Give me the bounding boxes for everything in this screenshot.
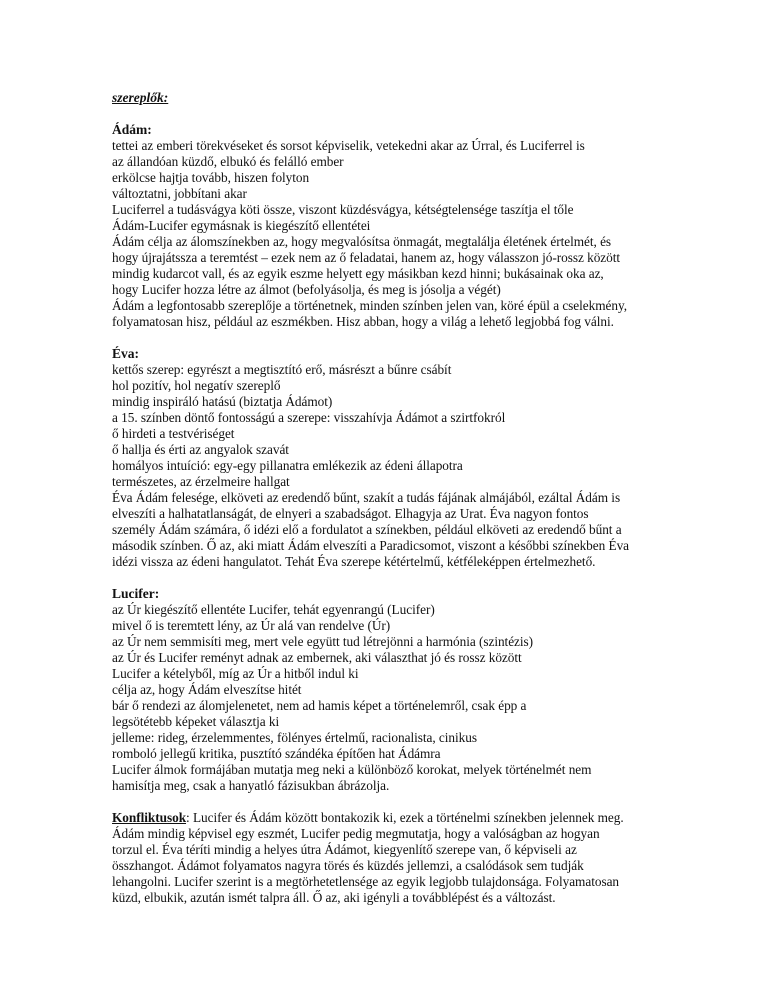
section-eva bbox=[112, 346, 660, 570]
text-line: természetes, az érzelmeire hallgat bbox=[112, 474, 290, 489]
text-line: idézi vissza az édeni hangulatot. Tehát Éva szerepe kétértelmű, kétféleképpen értelmezhető. bbox=[112, 554, 596, 569]
text-line: változtatni, jobbítani akar bbox=[112, 186, 247, 201]
text-line: Ádám-Lucifer egymásnak is kiegészítő ellentétei bbox=[112, 218, 371, 233]
text-line: hogy újrajátssza a teremtést – ezek nem az ő feladatai, hanem az, hogy válasszon jó-rossz között bbox=[112, 250, 621, 265]
text-line: jelleme: rideg, érzelemmentes, fölényes értelmű, racionalista, cinikus bbox=[112, 730, 477, 745]
text-line: Éva Ádám felesége, elköveti az eredendő bűnt, szakít a tudás fájának almájából, ezáltal Ádám is bbox=[112, 490, 621, 505]
section-heading-adam: Ádám: bbox=[112, 122, 152, 137]
text-line: legsötétebb képeket választja ki bbox=[112, 714, 280, 729]
section-heading-eva: Éva: bbox=[112, 346, 139, 361]
section-heading-lucifer: Lucifer: bbox=[112, 586, 160, 601]
text-line: második színben. Ő az, aki miatt Ádám elveszíti a Paradicsomot, viszont a későbbi színekben Éva bbox=[112, 538, 630, 553]
spacer bbox=[112, 330, 660, 346]
text-line: bár ő rendezi az álomjelenetet, nem ad hamis képet a történelemről, csak épp a bbox=[112, 698, 527, 713]
text-line: Ádám mindig képvisel egy eszmét, Lucifer pedig megmutatja, hogy a valóságban az hogyan bbox=[112, 826, 600, 841]
text-line: romboló jellegű kritika, pusztító szándéka építően hat Ádámra bbox=[112, 746, 441, 761]
text-line: Ádám a legfontosabb szereplője a történetnek, minden színben jelen van, köré épül a cselekmény, bbox=[112, 298, 627, 313]
section-konfliktusok bbox=[112, 810, 660, 906]
text-line: hol pozitív, hol negatív szereplő bbox=[112, 378, 281, 393]
text-line: célja az, hogy Ádám elveszítse hitét bbox=[112, 682, 302, 697]
text-line: összhangot. Ádámot folyamatos nagyra törés és küzdés jellemzi, a csalódások sem tudják bbox=[112, 858, 584, 873]
text-line: elveszíti a halhatatlanságát, de elnyeri a szabadságot. Elhagyja az Urat. Éva nagyon fontos bbox=[112, 506, 589, 521]
text-line: hamisítja meg, csak a hanyatló fázisukban ábrázolja. bbox=[112, 778, 390, 793]
text-line: az állandóan küzdő, elbukó és felálló ember bbox=[112, 154, 344, 169]
text-line: Lucifer a kételyből, míg az Úr a hitből indul ki bbox=[112, 666, 359, 681]
text-line: kettős szerep: egyrészt a megtisztító erő, másrészt a bűnre csábít bbox=[112, 362, 452, 377]
text-line: az Úr és Lucifer reményt adnak az embernek, aki választhat jó és rossz között bbox=[112, 650, 522, 665]
text-line: homályos intuíció: egy-egy pillanatra emlékezik az édeni állapotra bbox=[112, 458, 463, 473]
konfliktusok-first-line-text: : Lucifer és Ádám között bontakozik ki, ezek a történelmi színekben jelennek meg. bbox=[186, 810, 624, 825]
spacer bbox=[112, 106, 660, 122]
text-line: személy Ádám számára, ő idézi elő a fordulatot a színekben, például elköveti az eredendő bűnt a bbox=[112, 522, 622, 537]
text-line: tettei az emberi törekvéseket és sorsot képviselik, vetekedni akar az Úrral, és Luciferrel is bbox=[112, 138, 585, 153]
text-line: mindig kudarcot vall, és az egyik eszme helyett egy másikban kezd hinni; bukásainak oka az, bbox=[112, 266, 604, 281]
section-adam bbox=[112, 122, 660, 330]
spacer bbox=[112, 570, 660, 586]
text-line: az Úr nem semmisíti meg, mert vele együtt tud létrejönni a harmónia (szintézis) bbox=[112, 634, 534, 649]
text-line: lehangolni. Lucifer szerint is a megtörhetetlensége az egyik legjobb tulajdonsága. Folyamatosan bbox=[112, 874, 620, 889]
text-line: Luciferrel a tudásvágya köti össze, viszont küzdésvágya, kétségtelensége taszítja el tőle bbox=[112, 202, 574, 217]
text-line: folyamatosan hisz, például az eszmékben. Hisz abban, hogy a világ a lehető legjobbá fog válni. bbox=[112, 314, 614, 329]
text-line: ő hallja és érti az angyalok szavát bbox=[112, 442, 289, 457]
text-line: mivel ő is teremtett lény, az Úr alá van rendelve (Úr) bbox=[112, 618, 391, 633]
text-line: az Úr kiegészítő ellentéte Lucifer, tehát egyenrangú (Lucifer) bbox=[112, 602, 435, 617]
document-page bbox=[112, 90, 660, 906]
text-line: Lucifer álmok formájában mutatja meg neki a különböző korokat, melyek történelmét nem bbox=[112, 762, 592, 777]
text-line: torzul el. Éva téríti mindig a helyes útra Ádámot, kiegyenlítő szerepe van, ő képviseli az bbox=[112, 842, 577, 857]
text-line: hogy Lucifer hozza létre az álmot (befolyásolja, és meg is jósolja a végét) bbox=[112, 282, 501, 297]
spacer bbox=[112, 794, 660, 810]
text-line: erkölcse hajtja tovább, hiszen folyton bbox=[112, 170, 310, 185]
text-line: Ádám célja az álomszínekben az, hogy megvalósítsa önmagát, megtalálja életének értelmét, és bbox=[112, 234, 612, 249]
konfliktusok-first-line bbox=[112, 810, 660, 826]
konfliktusok-label: Konfliktusok bbox=[112, 810, 187, 825]
text-line: a 15. színben döntő fontosságú a szerepe: visszahívja Ádámot a szirtfokról bbox=[112, 410, 506, 425]
text-line: ő hirdeti a testvériséget bbox=[112, 426, 235, 441]
document-title: szereplők: bbox=[112, 90, 169, 105]
text-line: mindig inspiráló hatású (biztatja Ádámot) bbox=[112, 394, 333, 409]
text-line: küzd, elbukik, azután ismét talpra áll. Ő az, aki igényli a továbblépést és a változást. bbox=[112, 890, 556, 905]
section-lucifer bbox=[112, 586, 660, 794]
